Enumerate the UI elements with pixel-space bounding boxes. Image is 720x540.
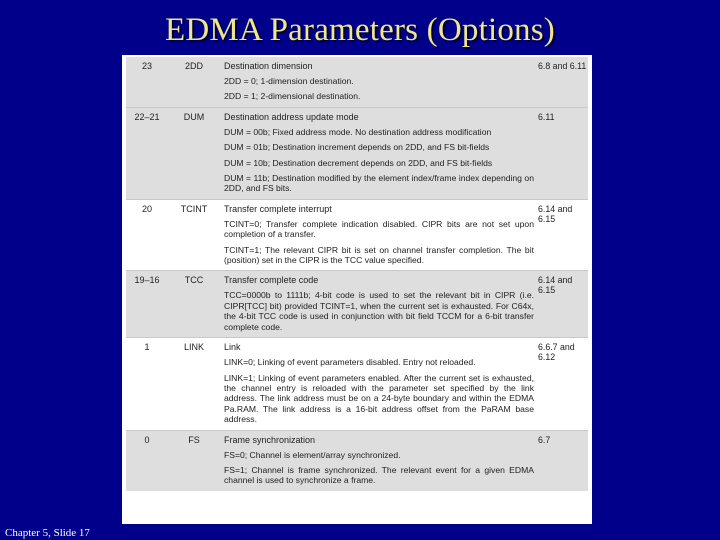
table-row: [126, 431, 588, 491]
description-line: LINK=1; Linking of event parameters enabled. After the current set is exhausted, the channel entry is reloaded with the parameter set specified by the link address. The link address must be on a 24-byte boundary and within the EDMA Pa.RAM. The link address is a 16-bit address offset from the PaRAM base address.: [224, 372, 534, 425]
section-reference-cell: 6.11: [538, 111, 555, 122]
section-reference-cell: 6.14 and 6.15: [538, 275, 573, 296]
description-title: Destination address update mode: [224, 111, 359, 122]
description-title: Transfer complete interrupt: [224, 203, 332, 214]
bit-range-cell: 22–21: [134, 111, 160, 122]
description-line: LINK=0; Linking of event parameters disabled. Entry not reloaded.: [224, 357, 476, 368]
description-line: DUM = 00b; Fixed address mode. No destination address modification: [224, 126, 492, 137]
description-line: FS=0; Channel is element/array synchronized.: [224, 449, 401, 460]
section-reference-cell: 6.14 and 6.15: [538, 203, 573, 224]
field-name-cell: LINK: [183, 342, 204, 353]
description-line: TCC=0000b to 1111b; 4-bit code is used to set the relevant bit in CIPR (i.e. CIPR[TCC] bit) provided TCINT=1, when the current set is exhausted. For C64x, the 4-bit TCC code is used in conjunction with bit field TCCM for a 6-bit transfer complete code.: [224, 290, 534, 332]
description-line: TCINT=1; The relevant CIPR bit is set on channel transfer completion. The bit (position) set in the CIPR is the TCC value specified.: [224, 244, 534, 266]
description-cell: [220, 108, 538, 199]
description-line: TCINT=0; Transfer complete indication disabled. CIPR bits are not set upon completion of a transfer.: [224, 218, 534, 240]
field-name-cell: TCC: [184, 275, 204, 286]
description-cell: [220, 200, 538, 271]
description-cell: [220, 338, 538, 429]
field-name-cell: FS: [188, 434, 200, 445]
description-line: DUM = 10b; Destination decrement depends on 2DD, and FS bit-fields: [224, 157, 493, 168]
description-line: DUM = 11b; Destination modified by the element index/frame index depending on 2DD, and FS bits.: [224, 173, 534, 194]
description-line: 2DD = 1; 2-dimensional destination.: [224, 91, 361, 102]
description-line: 2DD = 0; 1-dimension destination.: [224, 76, 354, 86]
description-line: FS=1; Channel is frame synchronized. The relevant event for a given EDMA channel is used to synchronize a frame.: [224, 464, 534, 486]
edma-options-table: [122, 55, 592, 524]
section-reference-cell: 6.6.7 and 6.12: [538, 342, 575, 363]
description-title: Transfer complete code: [224, 275, 319, 286]
field-name-cell: TCINT: [180, 203, 208, 214]
bit-range-cell: 1: [144, 342, 150, 353]
table-row: [126, 108, 588, 200]
bit-range-cell: 20: [141, 203, 152, 214]
field-name-cell: 2DD: [184, 61, 203, 71]
slide-title: EDMA Parameters (Options): [165, 12, 555, 48]
bit-range-cell: 19–16: [134, 275, 160, 286]
table-row: [126, 271, 588, 338]
bit-range-cell: 0: [144, 434, 150, 445]
table-row: [126, 338, 588, 430]
table-row: [126, 200, 588, 272]
slide-footer: Chapter 5, Slide 17: [5, 527, 90, 539]
description-title: Destination dimension: [224, 61, 313, 71]
field-name-cell: DUM: [183, 111, 205, 122]
bit-range-cell: 23: [141, 61, 152, 71]
description-cell: [220, 271, 538, 337]
description-title: Link: [224, 342, 241, 353]
description-title: Frame synchronization: [224, 434, 316, 445]
description-cell: [220, 431, 538, 491]
table-row: [126, 57, 588, 108]
description-cell: [220, 57, 538, 107]
section-reference-cell: 6.7: [538, 434, 551, 445]
description-line: DUM = 01b; Destination increment depends on 2DD, and FS bit-fields: [224, 142, 490, 153]
section-reference-cell: 6.8 and 6.11: [538, 61, 587, 71]
